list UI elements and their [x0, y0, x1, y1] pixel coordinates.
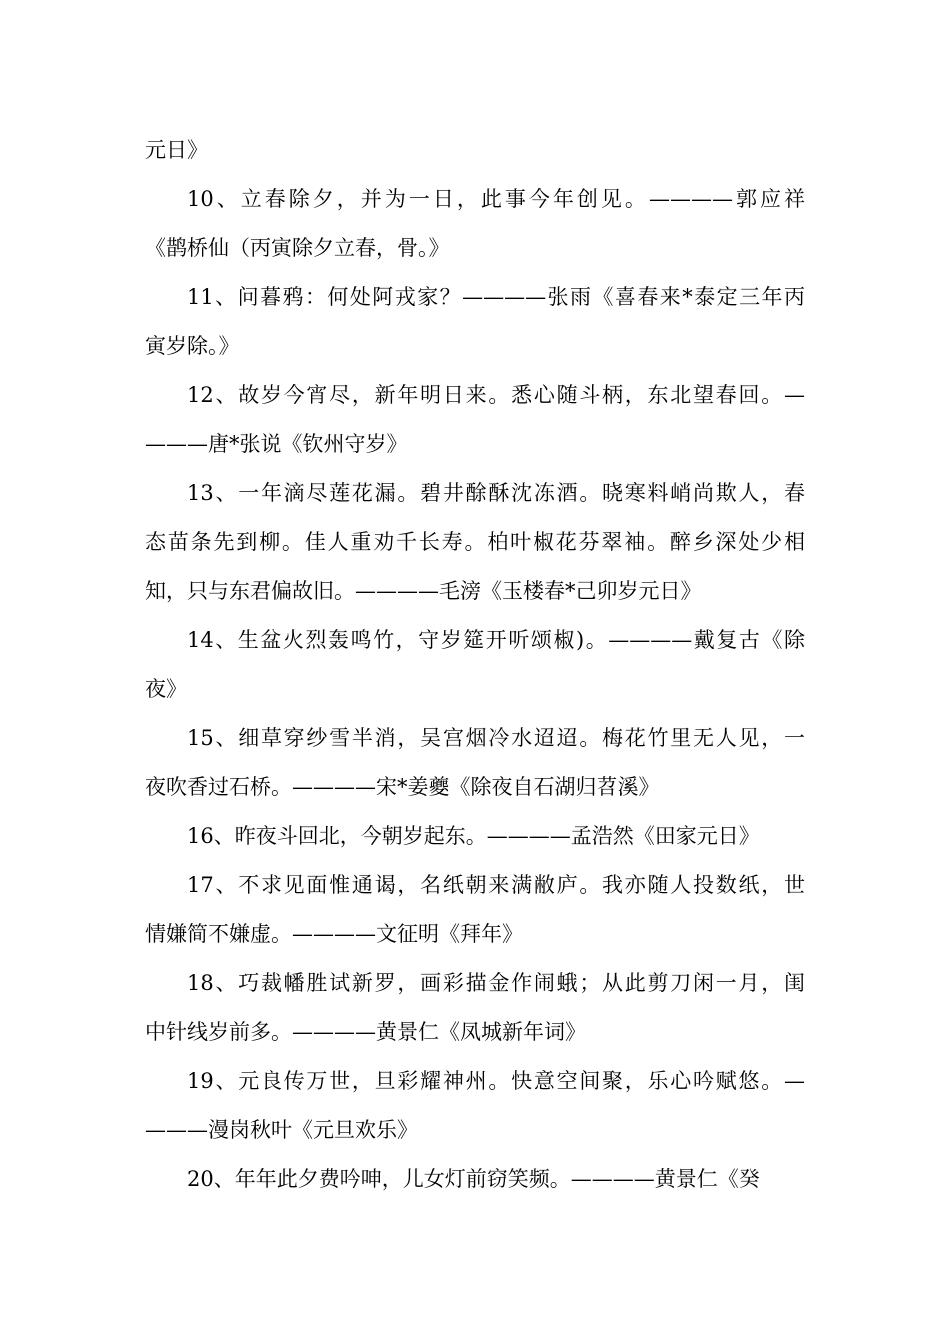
paragraph-item-16	[145, 812, 805, 861]
paragraph-continuation	[145, 126, 805, 175]
paragraph-item-15	[145, 714, 805, 812]
paragraph-item-13	[145, 469, 805, 616]
text-line: 夜》	[145, 677, 187, 701]
text-line: 寅岁除。》	[145, 334, 240, 358]
text-line: 《鹊桥仙（丙寅除夕立春，骨。》	[145, 236, 450, 260]
text-line: 知，只与东君偏故旧。————毛滂《玉楼春*己卯岁元日》	[145, 579, 702, 603]
paragraph-item-17	[145, 861, 805, 959]
paragraph-item-19	[145, 1057, 805, 1155]
text-line: 元日》	[145, 138, 208, 162]
text-line: 中针线岁前多。————黄景仁《凤城新年词》	[145, 1020, 586, 1044]
paragraph-item-12	[145, 371, 805, 469]
text-line: 15、细草穿纱雪半消，吴宫烟冷水迢迢。梅花竹里无人见，一	[187, 726, 805, 750]
paragraph-item-11	[145, 273, 805, 371]
text-line: 20、年年此夕费吟呻，儿女灯前窃笑频。————黄景仁《癸	[187, 1167, 760, 1191]
text-line: 态苗条先到柳。佳人重劝千长寿。柏叶椒花芬翠袖。醉乡深处少相	[145, 530, 805, 554]
text-line: 16、昨夜斗回北，今朝岁起东。————孟浩然《田家元日》	[187, 824, 760, 848]
text-line: 19、元良传万世，旦彩耀神州。快意空间聚，乐心吟赋悠。—	[187, 1069, 805, 1093]
text-line: 11、问暮鸦：何处阿戎家？————张雨《喜春来*泰定三年丙	[187, 285, 805, 309]
text-line: ———漫岗秋叶《元旦欢乐》	[145, 1118, 418, 1142]
text-line: 14、生盆火烈轰鸣竹，守岁筵开听颂椒)。————戴复古《除	[187, 628, 805, 652]
paragraph-item-10	[145, 175, 805, 273]
paragraph-item-20	[145, 1155, 805, 1204]
text-line: 13、一年滴尽莲花漏。碧井酴酥沈冻酒。晓寒料峭尚欺人，春	[187, 481, 805, 505]
text-line: 12、故岁今宵尽，新年明日来。悉心随斗柄，东北望春回。—	[187, 383, 805, 407]
text-line: 10、立春除夕，并为一日，此事今年创见。————郭应祥	[187, 187, 805, 211]
text-line: 18、巧裁幡胜试新罗，画彩描金作闹蛾；从此剪刀闲一月，闺	[187, 971, 805, 995]
paragraph-item-14	[145, 616, 805, 714]
text-line: 17、不求见面惟通谒，名纸朝来满敝庐。我亦随人投数纸，世	[187, 873, 805, 897]
text-line: 夜吹香过石桥。————宋*姜夔《除夜自石湖归苕溪》	[145, 775, 660, 799]
document-body	[145, 126, 805, 1204]
text-line: 情嫌简不嫌虚。————文征明《拜年》	[145, 922, 523, 946]
text-line: ———唐*张说《钦州守岁》	[145, 432, 408, 456]
paragraph-item-18	[145, 959, 805, 1057]
